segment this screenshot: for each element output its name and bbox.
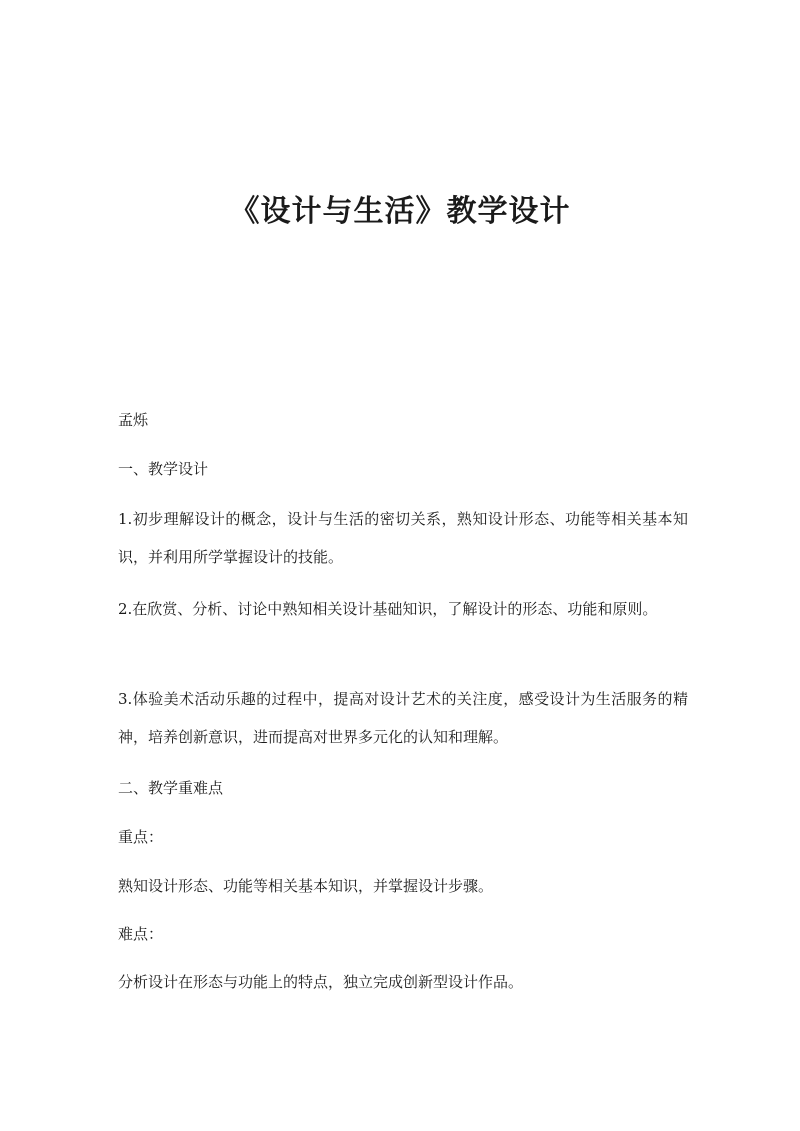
section-heading-key-difficult-points: 二、教学重难点 — [118, 779, 224, 797]
key-points-text: 熟知设计形态、功能等相关基本知识，并掌握设计步骤。 — [118, 877, 494, 895]
list-item: 2.在欣赏、分析、讨论中熟知相关设计基础知识，了解设计的形态、功能和原则。 — [118, 600, 658, 618]
key-points-label: 重点： — [118, 828, 164, 846]
author-name: 孟烁 — [118, 411, 149, 429]
page-title: 《设计与生活》教学设计 — [229, 194, 571, 229]
difficulty-text: 分析设计在形态与功能上的特点，独立完成创新型设计作品。 — [118, 973, 524, 991]
list-item: 1.初步理解设计的概念，设计与生活的密切关系，熟知设计形态、功能等相关基本知识，并利用所学掌握设计的技能。 — [118, 510, 688, 566]
difficulty-label: 难点： — [118, 925, 164, 943]
section-heading-teaching-design: 一、教学设计 — [118, 460, 209, 478]
list-item: 3.体验美术活动乐趣的过程中，提高对设计艺术的关注度，感受设计为生活服务的精神，培养创新意识，进而提高对世界多元化的认知和理解。 — [118, 690, 688, 746]
